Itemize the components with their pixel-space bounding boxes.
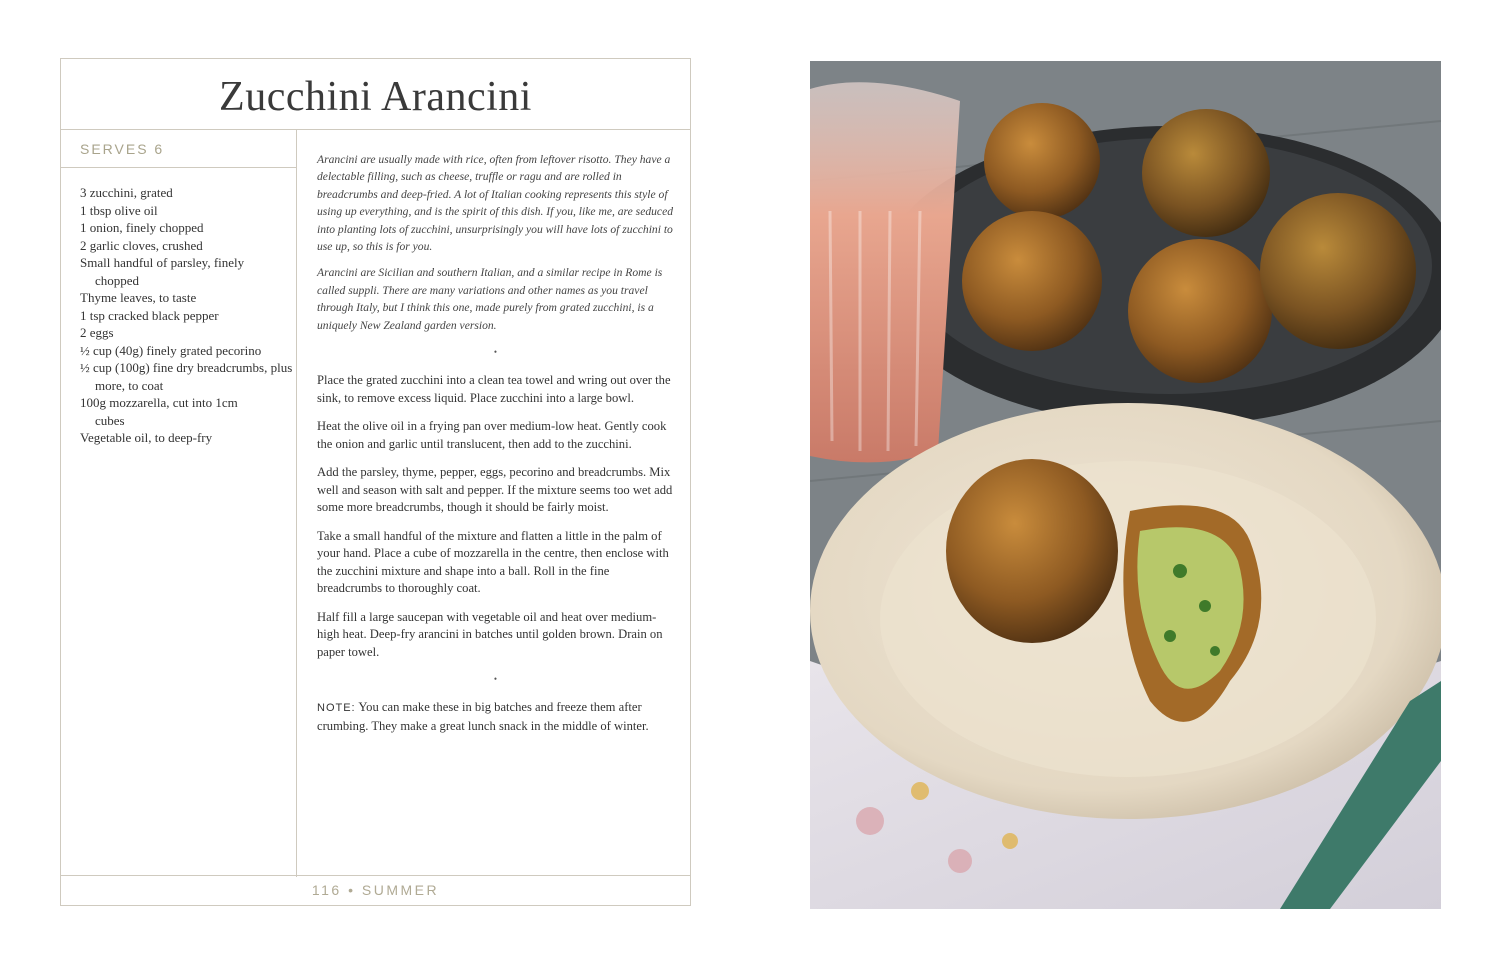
ingredient-item: 3 zucchini, grated bbox=[80, 185, 173, 200]
ingredient-item: Vegetable oil, to deep-fry bbox=[80, 430, 213, 445]
recipe-title: Zucchini Arancini bbox=[219, 74, 532, 120]
ingredients-column bbox=[61, 129, 297, 877]
page-footer: 116 • SUMMER bbox=[61, 875, 690, 905]
ingredient-item: 2 garlic cloves, crushed bbox=[80, 237, 203, 253]
arancini-ball bbox=[1142, 109, 1270, 237]
note-label: NOTE: bbox=[317, 702, 356, 715]
note-text: You can make these in big batches and freeze them after crumbing. They make a great lunch snack in the middle of winter. bbox=[317, 700, 649, 733]
ingredient-item: 1 tsp cracked black pepper bbox=[80, 307, 219, 323]
title-box bbox=[61, 59, 690, 130]
method-steps bbox=[317, 372, 674, 661]
arancini-whole bbox=[946, 459, 1118, 643]
method-step: Add the parsley, thyme, pepper, eggs, pecorino and breadcrumbs. Mix well and season with salt and pepper. If the mixture seems too wet add some more breadcrumbs, though it should be fairly moist. bbox=[317, 465, 673, 515]
ingredients-list bbox=[61, 168, 296, 447]
intro-paragraph: Arancini are Sicilian and southern Italian, and a similar recipe in Rome is called suppli. There are many variations and other names as you travel through Italy, but I think this one, made purely from grated zucchini, is a uniquely New Zealand garden version. bbox=[317, 266, 663, 332]
intro-paragraph: Arancini are usually made with rice, often from leftover risotto. They have a delectable filling, such as cheese, truffle or ragu and are rolled in breadcrumbs and deep-fried. A lot of Italian cooking represents this style of using up everything, and is the spirit of this dish. If you, like me, are seduced into planting lots of zucchini, unsurprisingly you will have lots of zucchini to use up, so this is for you. bbox=[317, 153, 674, 254]
ingredient-item: 1 tbsp olive oil bbox=[80, 202, 158, 218]
arancini-ball bbox=[984, 103, 1100, 219]
arancini-ball bbox=[1128, 239, 1272, 383]
recipe-note bbox=[317, 699, 674, 735]
method-step: Half fill a large saucepan with vegetable oil and heat over medium-high heat. Deep-fry arancini in batches until golden brown. Drain on paper towel. bbox=[317, 609, 663, 659]
serves-label: SERVES 6 bbox=[61, 129, 296, 168]
method-step: Place the grated zucchini into a clean tea towel and wring out over the sink, to remove excess liquid. Place zucchini into a large bowl. bbox=[317, 373, 671, 405]
ingredient-item: Small handful of parsley, finely chopped bbox=[80, 255, 245, 288]
ingredient-item: ½ cup (40g) finely grated pecorino bbox=[80, 342, 262, 358]
section-divider: • bbox=[493, 674, 498, 685]
ingredient-item: 100g mozzarella, cut into 1cm cubes bbox=[80, 395, 238, 428]
ingredient-item: 1 onion, finely chopped bbox=[80, 220, 204, 235]
method-column bbox=[297, 129, 692, 877]
section-divider: • bbox=[493, 347, 498, 358]
ingredient-item: Thyme leaves, to taste bbox=[80, 290, 197, 305]
ingredient-item: 2 eggs bbox=[80, 325, 114, 340]
ingredient-item: ½ cup (100g) fine dry breadcrumbs, plus more, to coat bbox=[80, 360, 293, 393]
recipe-page bbox=[60, 58, 691, 906]
arancini-ball bbox=[962, 211, 1102, 351]
recipe-photo bbox=[810, 61, 1441, 909]
method-step: Take a small handful of the mixture and flatten a little in the palm of your hand. Place a cube of mozzarella in the centre, then enclose with the zucchini mixture and shape into a ball. Roll in the fine breadcrumbs to thoroughly coat. bbox=[317, 528, 669, 596]
method-step: Heat the olive oil in a frying pan over medium-low heat. Gently cook the onion and garlic until translucent, then add to the zucchini. bbox=[317, 419, 667, 451]
arancini-ball bbox=[1260, 193, 1416, 349]
